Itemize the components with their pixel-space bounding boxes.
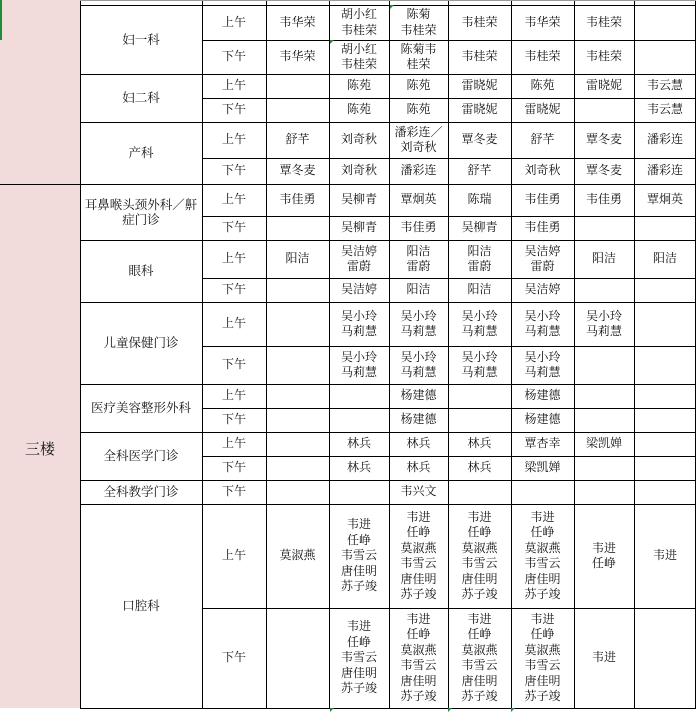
session-morning-label: 上午	[221, 14, 246, 29]
doctor-cell[interactable]: 莫淑燕	[279, 548, 316, 563]
doctor-cell[interactable]	[634, 384, 696, 408]
doctor-cell[interactable]	[634, 302, 696, 346]
doctor-cell[interactable]: 潘彩连	[646, 132, 683, 147]
session-afternoon-label: 下午	[221, 220, 246, 235]
grid-line	[389, 0, 390, 708]
doctor-cell[interactable]: 陈苑	[530, 78, 555, 93]
doctor-cell[interactable]: 吴洁婷	[524, 282, 561, 297]
doctor-cell[interactable]: 阳洁	[285, 251, 310, 266]
grid-line	[511, 0, 512, 708]
doctor-cell[interactable]	[511, 480, 574, 504]
doctor-cell[interactable]: 吴洁婷	[340, 282, 377, 297]
doctor-cell[interactable]: 潘彩连	[646, 163, 683, 178]
grid-line	[202, 98, 696, 99]
doctor-cell[interactable]: 韦进 任峥 莫淑燕 韦雪云 唐佳明 苏子竣	[524, 509, 561, 601]
session-afternoon-label: 下午	[221, 102, 246, 117]
doctor-cell[interactable]	[574, 98, 634, 122]
doctor-cell[interactable]	[266, 74, 329, 98]
grid-line	[202, 408, 696, 409]
doctor-cell[interactable]: 林兵	[346, 460, 371, 475]
grid-line	[634, 0, 635, 708]
doctor-cell[interactable]: 韦进 任峥 韦雪云 唐佳明 苏子竣	[340, 619, 377, 696]
session-morning-label: 上午	[221, 251, 246, 266]
department-name[interactable]: 妇一科	[122, 31, 160, 47]
doctor-cell[interactable]	[266, 480, 329, 504]
doctor-cell[interactable]: 吴小玲 马莉慧	[524, 308, 561, 338]
session-afternoon-label: 下午	[221, 163, 246, 178]
session-afternoon-label: 下午	[221, 49, 246, 64]
doctor-cell[interactable]: 雷晓妮	[461, 102, 498, 117]
department-name[interactable]: 口腔科	[122, 598, 160, 614]
doctor-cell[interactable]: 吴洁婷 雷蔚	[340, 243, 377, 273]
session-morning-label: 上午	[221, 316, 246, 331]
doctor-cell[interactable]: 潘彩连	[400, 163, 437, 178]
doctor-cell[interactable]: 陈菊韦 桂荣	[400, 41, 437, 71]
doctor-cell[interactable]: 韦桂荣	[461, 49, 498, 64]
doctor-cell[interactable]: 韦进	[652, 548, 677, 563]
session-afternoon-label: 下午	[221, 484, 246, 499]
comment-marker-icon	[511, 708, 515, 712]
doctor-cell[interactable]: 陈苑	[346, 78, 371, 93]
grid-line	[80, 708, 696, 709]
doctor-cell[interactable]: 韦桂荣	[585, 14, 622, 29]
doctor-cell[interactable]: 覃杏幸	[524, 436, 561, 451]
doctor-cell[interactable]: 韦华荣	[279, 49, 316, 64]
doctor-cell[interactable]: 林兵	[346, 436, 371, 451]
doctor-cell[interactable]: 阳洁 雷蔚	[406, 243, 431, 273]
doctor-cell[interactable]	[634, 456, 696, 480]
department-name[interactable]: 眼科	[128, 263, 154, 279]
department-name[interactable]: 耳鼻喉头颈外科／鼾 症门诊	[84, 196, 198, 227]
doctor-cell[interactable]	[574, 346, 634, 384]
doctor-cell[interactable]: 雷晓妮	[461, 78, 498, 93]
session-morning-label: 上午	[221, 388, 246, 403]
doctor-cell[interactable]: 吴小玲 马莉慧	[340, 349, 377, 379]
grid-line	[80, 504, 696, 505]
doctor-cell[interactable]: 吴柳青	[461, 220, 498, 235]
doctor-cell[interactable]	[634, 432, 696, 456]
doctor-cell[interactable]: 韦桂荣	[585, 49, 622, 64]
doctor-cell[interactable]: 韦华荣	[524, 14, 561, 29]
grid-line	[80, 184, 696, 185]
doctor-cell[interactable]: 覃炯英	[646, 192, 683, 207]
session-afternoon-label: 下午	[221, 460, 246, 475]
doctor-cell[interactable]: 林兵	[467, 436, 492, 451]
grid-line	[80, 122, 696, 123]
doctor-cell[interactable]	[266, 278, 329, 302]
doctor-cell[interactable]: 韦佳勇	[279, 192, 316, 207]
doctor-cell[interactable]: 吴小玲 马莉慧	[400, 349, 437, 379]
grid-line	[80, 5, 696, 6]
grid-line	[329, 0, 330, 708]
session-afternoon-label: 下午	[221, 412, 246, 427]
grid-line	[202, 456, 696, 457]
doctor-cell[interactable]: 韦云慧	[646, 78, 683, 93]
doctor-cell[interactable]: 韦佳勇	[585, 192, 622, 207]
doctor-cell[interactable]	[574, 480, 634, 504]
doctor-cell[interactable]: 吴小玲 马莉慧	[461, 349, 498, 379]
grid-line	[574, 0, 575, 708]
comment-marker-icon	[390, 5, 394, 9]
doctor-cell[interactable]	[448, 384, 511, 408]
doctor-cell[interactable]	[448, 480, 511, 504]
comment-marker-icon	[330, 708, 334, 712]
grid-line	[202, 278, 696, 279]
doctor-cell[interactable]	[634, 216, 696, 240]
doctor-cell[interactable]: 舒芊	[530, 132, 555, 147]
doctor-cell[interactable]: 阳洁 雷蔚	[467, 243, 492, 273]
doctor-cell[interactable]: 杨建德	[524, 388, 561, 403]
session-afternoon-label: 下午	[221, 282, 246, 297]
doctor-cell[interactable]: 覃冬麦	[585, 132, 622, 147]
department-name[interactable]: 儿童保健门诊	[103, 335, 179, 351]
department-name[interactable]: 妇二科	[122, 90, 160, 106]
doctor-cell[interactable]: 韦佳勇	[524, 220, 561, 235]
doctor-cell[interactable]: 吴柳青	[340, 220, 377, 235]
doctor-cell[interactable]: 舒芊	[467, 163, 492, 178]
doctor-cell[interactable]: 韦佳勇	[400, 220, 437, 235]
doctor-cell[interactable]	[634, 480, 696, 504]
grid-line	[80, 384, 696, 385]
doctor-cell[interactable]	[574, 456, 634, 480]
grid-line	[202, 0, 203, 708]
grid-line	[202, 608, 696, 609]
doctor-cell[interactable]: 杨建德	[524, 412, 561, 427]
doctor-cell[interactable]: 韦佳勇	[524, 192, 561, 207]
doctor-cell[interactable]: 杨建德	[400, 412, 437, 427]
doctor-cell[interactable]: 韦进 任峥	[591, 540, 616, 570]
doctor-cell[interactable]: 覃冬麦	[461, 132, 498, 147]
grid-line	[80, 480, 696, 481]
floor-label: 三楼	[0, 184, 80, 708]
doctor-cell[interactable]	[266, 302, 329, 346]
grid-line	[80, 302, 696, 303]
doctor-cell[interactable]: 雷晓妮	[585, 78, 622, 93]
doctor-cell[interactable]	[634, 40, 696, 74]
doctor-cell[interactable]	[266, 384, 329, 408]
doctor-cell[interactable]: 潘彩连／ 刘奇秋	[394, 124, 443, 154]
doctor-cell[interactable]: 杨建德	[400, 388, 437, 403]
doctor-cell[interactable]: 林兵	[406, 460, 431, 475]
doctor-cell[interactable]: 吴柳青	[340, 192, 377, 207]
session-morning-label: 上午	[221, 548, 246, 563]
grid-line	[202, 158, 696, 159]
doctor-cell[interactable]	[266, 456, 329, 480]
doctor-cell[interactable]: 胡小红 韦桂荣	[340, 41, 377, 71]
doctor-cell[interactable]	[266, 608, 329, 708]
doctor-cell[interactable]: 韦兴文	[400, 484, 437, 499]
doctor-cell[interactable]	[634, 608, 696, 708]
session-morning-label: 上午	[221, 132, 246, 147]
doctor-cell[interactable]: 舒芊	[285, 132, 310, 147]
grid-line	[80, 0, 81, 708]
doctor-cell[interactable]: 韦进 任峥 莫淑燕 韦雪云 唐佳明 苏子竣	[524, 611, 561, 703]
doctor-cell[interactable]: 韦进 任峥 莫淑燕 韦雪云 唐佳明 苏子竣	[400, 611, 437, 703]
doctor-cell[interactable]	[329, 408, 389, 432]
doctor-cell[interactable]	[574, 278, 634, 302]
doctor-cell[interactable]	[329, 384, 389, 408]
doctor-cell[interactable]: 吴小玲 马莉慧	[340, 308, 377, 338]
doctor-cell[interactable]: 韦进 任峥 莫淑燕 韦雪云 唐佳明 苏子竣	[400, 509, 437, 601]
doctor-cell[interactable]: 刘奇秋	[340, 132, 377, 147]
doctor-cell[interactable]: 陈瑞	[467, 192, 492, 207]
doctor-cell[interactable]: 梁凯婵	[524, 460, 561, 475]
doctor-cell[interactable]	[574, 408, 634, 432]
doctor-cell[interactable]	[266, 408, 329, 432]
doctor-cell[interactable]: 陈苑	[406, 102, 431, 117]
doctor-cell[interactable]	[574, 384, 634, 408]
doctor-cell[interactable]: 覃炯英	[400, 192, 437, 207]
doctor-cell[interactable]	[634, 408, 696, 432]
session-morning-label: 上午	[221, 436, 246, 451]
doctor-cell[interactable]	[574, 216, 634, 240]
grid-line	[448, 0, 449, 708]
doctor-cell[interactable]: 雷晓妮	[524, 102, 561, 117]
doctor-cell[interactable]	[266, 98, 329, 122]
grid-line	[0, 184, 80, 185]
session-morning-label: 上午	[221, 78, 246, 93]
doctor-cell[interactable]	[329, 480, 389, 504]
grid-line	[80, 0, 696, 1]
doctor-cell[interactable]: 阳洁	[652, 251, 677, 266]
grid-line	[266, 0, 267, 708]
doctor-cell[interactable]: 韦进 任峥 莫淑燕 韦雪云 唐佳明 苏子竣	[461, 611, 498, 703]
grid-line	[202, 346, 696, 347]
grid-line	[80, 432, 696, 433]
department-name[interactable]: 产科	[128, 145, 154, 161]
session-morning-label: 上午	[221, 192, 246, 207]
doctor-cell[interactable]: 陈菊 韦桂荣	[400, 7, 437, 37]
doctor-cell[interactable]	[448, 408, 511, 432]
session-afternoon-label: 下午	[221, 357, 246, 372]
grid-line	[202, 40, 696, 41]
doctor-cell[interactable]: 陈苑	[406, 78, 431, 93]
floor-band-upper	[0, 0, 80, 184]
department-name[interactable]: 全科教学门诊	[103, 484, 179, 500]
doctor-cell[interactable]: 阳洁	[591, 251, 616, 266]
comment-marker-icon	[330, 40, 334, 44]
doctor-cell[interactable]	[266, 346, 329, 384]
doctor-cell[interactable]	[634, 346, 696, 384]
doctor-cell[interactable]	[266, 432, 329, 456]
comment-marker-icon	[448, 708, 452, 712]
doctor-cell[interactable]	[634, 278, 696, 302]
doctor-cell[interactable]: 韦华荣	[279, 14, 316, 29]
doctor-cell[interactable]: 吴小玲 马莉慧	[524, 349, 561, 379]
grid-line	[202, 216, 696, 217]
doctor-cell[interactable]: 韦桂荣	[524, 49, 561, 64]
doctor-cell[interactable]: 覃冬麦	[279, 163, 316, 178]
doctor-cell[interactable]: 韦进	[591, 650, 616, 665]
doctor-cell[interactable]	[266, 216, 329, 240]
doctor-cell[interactable]: 韦桂荣	[461, 14, 498, 29]
department-name[interactable]: 全科医学门诊	[103, 448, 179, 464]
doctor-cell[interactable]: 阳洁	[467, 282, 492, 297]
doctor-cell[interactable]: 林兵	[467, 460, 492, 475]
doctor-cell[interactable]: 陈苑	[346, 102, 371, 117]
doctor-cell[interactable]: 韦进 任峥 莫淑燕 韦雪云 唐佳明 苏子竣	[461, 509, 498, 601]
selection-edge	[0, 0, 2, 40]
grid-line	[80, 74, 696, 75]
doctor-cell[interactable]: 韦进 任峥 韦雪云 唐佳明 苏子竣	[340, 517, 377, 594]
doctor-cell[interactable]: 刘奇秋	[524, 163, 561, 178]
doctor-cell[interactable]: 韦云慧	[646, 102, 683, 117]
department-name[interactable]: 医疗美容整形外科	[90, 400, 191, 416]
session-afternoon-label: 下午	[221, 650, 246, 665]
doctor-cell[interactable]	[634, 5, 696, 40]
doctor-cell[interactable]: 吴小玲 马莉慧	[461, 308, 498, 338]
doctor-cell[interactable]: 梁凯婵	[585, 436, 622, 451]
doctor-cell[interactable]: 阳洁	[406, 282, 431, 297]
doctor-cell[interactable]: 林兵	[406, 436, 431, 451]
grid-line	[80, 240, 696, 241]
doctor-cell[interactable]: 覃冬麦	[585, 163, 622, 178]
doctor-cell[interactable]: 胡小红 韦桂荣	[340, 7, 377, 37]
doctor-cell[interactable]: 刘奇秋	[340, 163, 377, 178]
doctor-cell[interactable]: 吴洁婷 雷蔚	[524, 243, 561, 273]
doctor-cell[interactable]: 吴小玲 马莉慧	[400, 308, 437, 338]
doctor-cell[interactable]: 吴小玲 马莉慧	[585, 308, 622, 338]
